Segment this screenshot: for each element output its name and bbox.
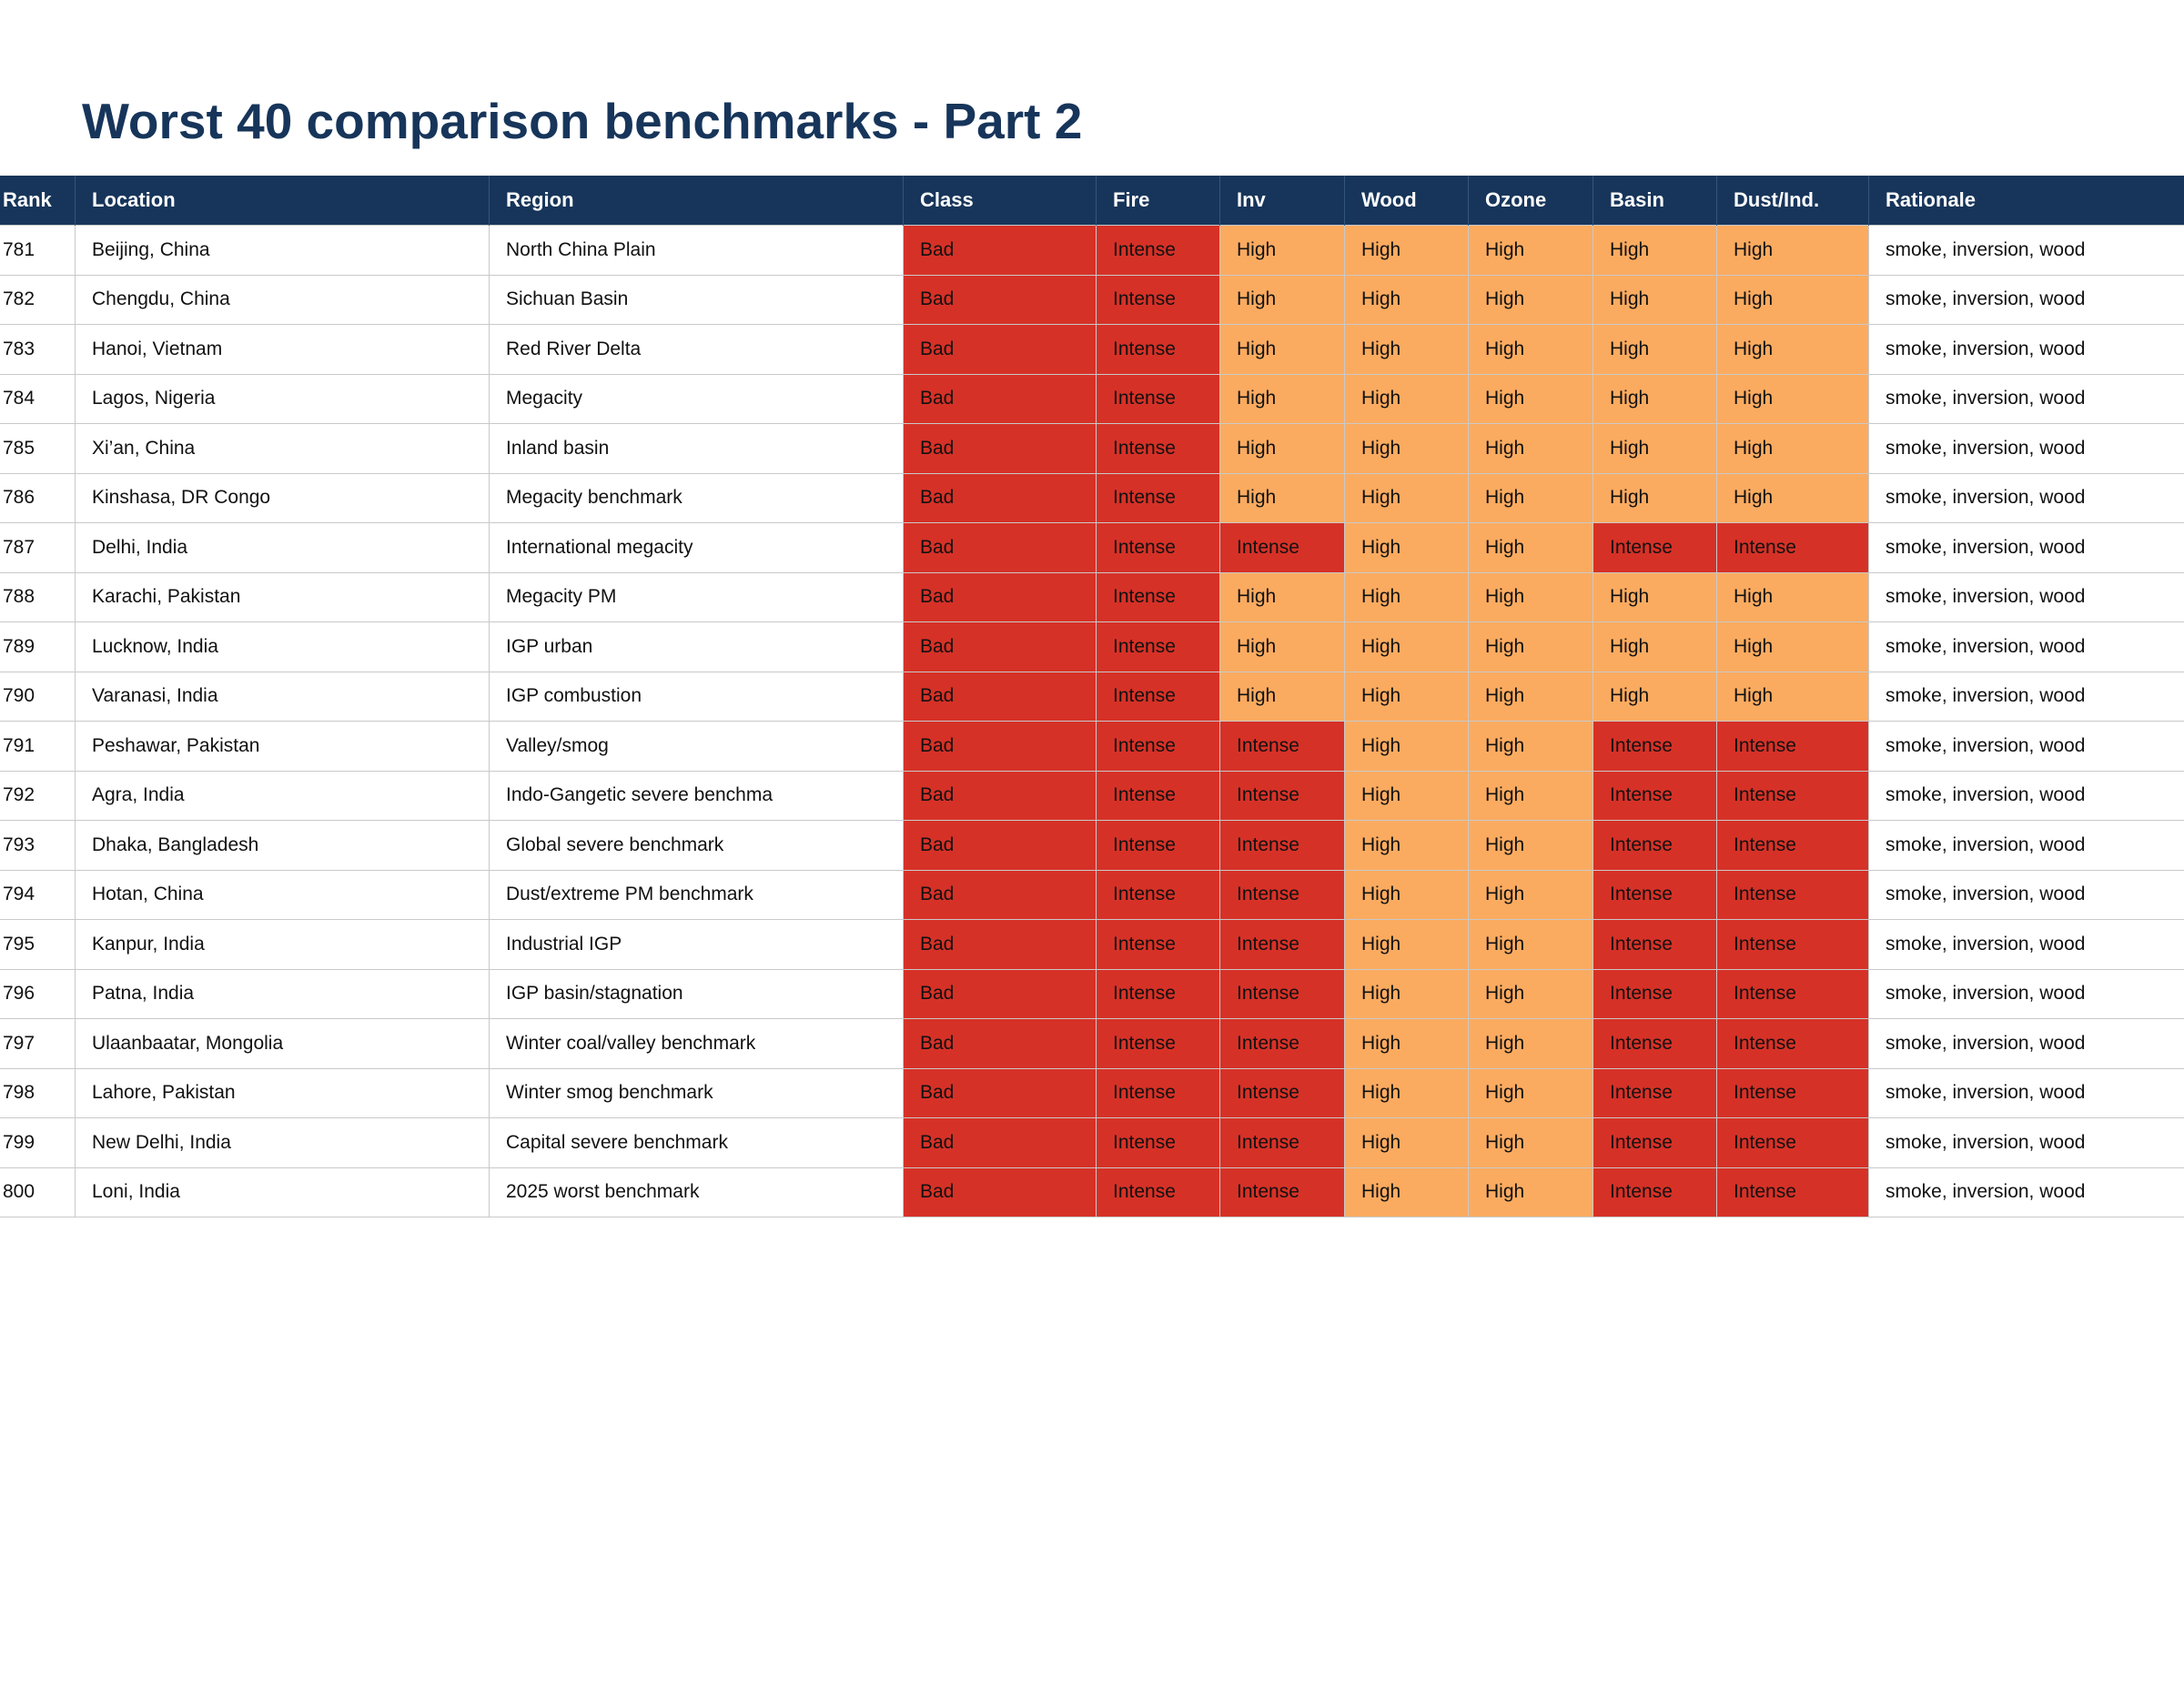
cell-basin: Intense (1593, 771, 1717, 821)
cell-inv: High (1220, 622, 1345, 672)
cell-location: Delhi, India (76, 523, 490, 573)
cell-dust-ind: Intense (1717, 1118, 1869, 1168)
cell-class: Bad (904, 722, 1097, 772)
table-row (0, 622, 2184, 672)
benchmark-table (0, 176, 2184, 1217)
cell-dust-ind: High (1717, 374, 1869, 424)
cell-rank: 785 (0, 424, 76, 474)
cell-class: Bad (904, 771, 1097, 821)
cell-basin: High (1593, 424, 1717, 474)
cell-wood: High (1345, 771, 1469, 821)
table-row (0, 1118, 2184, 1168)
column-header-rank: Rank (0, 176, 76, 226)
cell-rank: 787 (0, 523, 76, 573)
cell-wood: High (1345, 870, 1469, 920)
cell-ozone: High (1469, 374, 1593, 424)
cell-region: Winter coal/valley benchmark (490, 1019, 904, 1069)
cell-basin: High (1593, 325, 1717, 375)
cell-rationale: smoke, inversion, wood (1869, 523, 2184, 573)
cell-location: Hanoi, Vietnam (76, 325, 490, 375)
cell-rationale: smoke, inversion, wood (1869, 1118, 2184, 1168)
cell-inv: Intense (1220, 1167, 1345, 1217)
table-row (0, 771, 2184, 821)
cell-ozone: High (1469, 920, 1593, 970)
cell-inv: Intense (1220, 1068, 1345, 1118)
cell-ozone: High (1469, 771, 1593, 821)
cell-class: Bad (904, 920, 1097, 970)
cell-inv: Intense (1220, 920, 1345, 970)
cell-dust-ind: Intense (1717, 523, 1869, 573)
column-header-ozone: Ozone (1469, 176, 1593, 226)
cell-wood: High (1345, 424, 1469, 474)
table-body (0, 226, 2184, 1217)
cell-wood: High (1345, 821, 1469, 871)
cell-dust-ind: Intense (1717, 1068, 1869, 1118)
cell-inv: High (1220, 473, 1345, 523)
cell-fire: Intense (1097, 424, 1220, 474)
cell-inv: Intense (1220, 821, 1345, 871)
cell-fire: Intense (1097, 920, 1220, 970)
cell-class: Bad (904, 672, 1097, 722)
cell-region: North China Plain (490, 226, 904, 276)
cell-basin: Intense (1593, 870, 1717, 920)
cell-inv: High (1220, 572, 1345, 622)
column-header-location: Location (76, 176, 490, 226)
cell-inv: High (1220, 325, 1345, 375)
cell-wood: High (1345, 920, 1469, 970)
cell-rationale: smoke, inversion, wood (1869, 870, 2184, 920)
cell-wood: High (1345, 275, 1469, 325)
cell-fire: Intense (1097, 969, 1220, 1019)
table-row (0, 275, 2184, 325)
cell-ozone: High (1469, 1167, 1593, 1217)
cell-ozone: High (1469, 473, 1593, 523)
table-row (0, 672, 2184, 722)
cell-location: Lagos, Nigeria (76, 374, 490, 424)
cell-ozone: High (1469, 969, 1593, 1019)
table-row (0, 572, 2184, 622)
cell-fire: Intense (1097, 1118, 1220, 1168)
cell-rationale: smoke, inversion, wood (1869, 226, 2184, 276)
cell-region: Red River Delta (490, 325, 904, 375)
cell-region: Winter smog benchmark (490, 1068, 904, 1118)
cell-wood: High (1345, 969, 1469, 1019)
cell-class: Bad (904, 1167, 1097, 1217)
cell-wood: High (1345, 572, 1469, 622)
cell-location: Xi’an, China (76, 424, 490, 474)
cell-basin: Intense (1593, 722, 1717, 772)
cell-basin: High (1593, 672, 1717, 722)
cell-location: Karachi, Pakistan (76, 572, 490, 622)
cell-class: Bad (904, 870, 1097, 920)
cell-region: Megacity (490, 374, 904, 424)
cell-rank: 797 (0, 1019, 76, 1069)
cell-rationale: smoke, inversion, wood (1869, 821, 2184, 871)
cell-basin: Intense (1593, 969, 1717, 1019)
cell-rank: 783 (0, 325, 76, 375)
cell-fire: Intense (1097, 226, 1220, 276)
cell-region: 2025 worst benchmark (490, 1167, 904, 1217)
cell-rank: 795 (0, 920, 76, 970)
cell-dust-ind: High (1717, 622, 1869, 672)
cell-location: Loni, India (76, 1167, 490, 1217)
cell-wood: High (1345, 672, 1469, 722)
cell-ozone: High (1469, 325, 1593, 375)
cell-wood: High (1345, 473, 1469, 523)
page-title: Worst 40 comparison benchmarks - Part 2 (82, 93, 1083, 149)
cell-rank: 791 (0, 722, 76, 772)
cell-inv: Intense (1220, 870, 1345, 920)
cell-location: Ulaanbaatar, Mongolia (76, 1019, 490, 1069)
cell-fire: Intense (1097, 771, 1220, 821)
cell-location: New Delhi, India (76, 1118, 490, 1168)
cell-dust-ind: Intense (1717, 771, 1869, 821)
table-header (0, 176, 2184, 226)
table-row (0, 226, 2184, 276)
cell-basin: Intense (1593, 1019, 1717, 1069)
cell-fire: Intense (1097, 275, 1220, 325)
cell-dust-ind: Intense (1717, 821, 1869, 871)
cell-fire: Intense (1097, 523, 1220, 573)
cell-dust-ind: Intense (1717, 1167, 1869, 1217)
table-row (0, 920, 2184, 970)
table-row (0, 1167, 2184, 1217)
table-row (0, 325, 2184, 375)
column-header-dust-ind: Dust/Ind. (1717, 176, 1869, 226)
cell-fire: Intense (1097, 1068, 1220, 1118)
cell-wood: High (1345, 722, 1469, 772)
cell-rationale: smoke, inversion, wood (1869, 622, 2184, 672)
cell-basin: Intense (1593, 523, 1717, 573)
cell-class: Bad (904, 1019, 1097, 1069)
cell-inv: Intense (1220, 1118, 1345, 1168)
cell-class: Bad (904, 1068, 1097, 1118)
cell-location: Kanpur, India (76, 920, 490, 970)
cell-ozone: High (1469, 572, 1593, 622)
cell-wood: High (1345, 1118, 1469, 1168)
cell-dust-ind: Intense (1717, 870, 1869, 920)
cell-inv: Intense (1220, 969, 1345, 1019)
cell-basin: High (1593, 473, 1717, 523)
cell-inv: High (1220, 374, 1345, 424)
cell-rationale: smoke, inversion, wood (1869, 275, 2184, 325)
cell-rationale: smoke, inversion, wood (1869, 722, 2184, 772)
cell-rank: 786 (0, 473, 76, 523)
cell-ozone: High (1469, 1019, 1593, 1069)
cell-region: Industrial IGP (490, 920, 904, 970)
cell-inv: Intense (1220, 1019, 1345, 1069)
cell-dust-ind: High (1717, 424, 1869, 474)
table-row (0, 424, 2184, 474)
cell-ozone: High (1469, 1118, 1593, 1168)
column-header-fire: Fire (1097, 176, 1220, 226)
cell-rank: 792 (0, 771, 76, 821)
cell-region: IGP combustion (490, 672, 904, 722)
cell-wood: High (1345, 226, 1469, 276)
cell-class: Bad (904, 226, 1097, 276)
cell-ozone: High (1469, 722, 1593, 772)
cell-ozone: High (1469, 523, 1593, 573)
cell-dust-ind: High (1717, 572, 1869, 622)
cell-rationale: smoke, inversion, wood (1869, 424, 2184, 474)
cell-dust-ind: High (1717, 275, 1869, 325)
table-row (0, 473, 2184, 523)
cell-basin: High (1593, 572, 1717, 622)
cell-rank: 793 (0, 821, 76, 871)
cell-fire: Intense (1097, 672, 1220, 722)
cell-rationale: smoke, inversion, wood (1869, 374, 2184, 424)
cell-ozone: High (1469, 275, 1593, 325)
cell-basin: High (1593, 622, 1717, 672)
cell-ozone: High (1469, 870, 1593, 920)
cell-rationale: smoke, inversion, wood (1869, 1068, 2184, 1118)
cell-inv: High (1220, 275, 1345, 325)
cell-rationale: smoke, inversion, wood (1869, 969, 2184, 1019)
cell-rank: 799 (0, 1118, 76, 1168)
cell-dust-ind: High (1717, 473, 1869, 523)
cell-rank: 794 (0, 870, 76, 920)
cell-inv: Intense (1220, 722, 1345, 772)
cell-wood: High (1345, 1167, 1469, 1217)
cell-basin: High (1593, 374, 1717, 424)
table-row (0, 969, 2184, 1019)
cell-wood: High (1345, 1019, 1469, 1069)
cell-region: Sichuan Basin (490, 275, 904, 325)
column-header-wood: Wood (1345, 176, 1469, 226)
cell-rationale: smoke, inversion, wood (1869, 672, 2184, 722)
cell-rationale: smoke, inversion, wood (1869, 771, 2184, 821)
cell-inv: Intense (1220, 771, 1345, 821)
cell-class: Bad (904, 622, 1097, 672)
cell-class: Bad (904, 275, 1097, 325)
cell-basin: Intense (1593, 1118, 1717, 1168)
cell-region: IGP urban (490, 622, 904, 672)
cell-rank: 784 (0, 374, 76, 424)
cell-class: Bad (904, 572, 1097, 622)
cell-ozone: High (1469, 672, 1593, 722)
cell-fire: Intense (1097, 1167, 1220, 1217)
cell-ozone: High (1469, 226, 1593, 276)
cell-rationale: smoke, inversion, wood (1869, 1019, 2184, 1069)
cell-region: Capital severe benchmark (490, 1118, 904, 1168)
cell-rationale: smoke, inversion, wood (1869, 572, 2184, 622)
cell-class: Bad (904, 325, 1097, 375)
cell-class: Bad (904, 424, 1097, 474)
cell-location: Varanasi, India (76, 672, 490, 722)
cell-dust-ind: High (1717, 672, 1869, 722)
cell-dust-ind: Intense (1717, 1019, 1869, 1069)
cell-region: Global severe benchmark (490, 821, 904, 871)
cell-dust-ind: Intense (1717, 722, 1869, 772)
cell-class: Bad (904, 1118, 1097, 1168)
cell-wood: High (1345, 622, 1469, 672)
cell-class: Bad (904, 374, 1097, 424)
header-row (0, 176, 2184, 226)
cell-class: Bad (904, 821, 1097, 871)
cell-basin: Intense (1593, 920, 1717, 970)
cell-dust-ind: Intense (1717, 920, 1869, 970)
table-row (0, 1068, 2184, 1118)
cell-ozone: High (1469, 1068, 1593, 1118)
cell-location: Agra, India (76, 771, 490, 821)
cell-fire: Intense (1097, 722, 1220, 772)
cell-rationale: smoke, inversion, wood (1869, 473, 2184, 523)
cell-region: Megacity benchmark (490, 473, 904, 523)
cell-region: International megacity (490, 523, 904, 573)
cell-fire: Intense (1097, 1019, 1220, 1069)
table-row (0, 1019, 2184, 1069)
cell-rank: 782 (0, 275, 76, 325)
cell-rationale: smoke, inversion, wood (1869, 920, 2184, 970)
cell-region: Valley/smog (490, 722, 904, 772)
cell-rank: 790 (0, 672, 76, 722)
cell-wood: High (1345, 325, 1469, 375)
cell-fire: Intense (1097, 572, 1220, 622)
cell-rationale: smoke, inversion, wood (1869, 1167, 2184, 1217)
cell-region: Inland basin (490, 424, 904, 474)
column-header-rationale: Rationale (1869, 176, 2184, 226)
cell-inv: High (1220, 424, 1345, 474)
cell-location: Dhaka, Bangladesh (76, 821, 490, 871)
cell-rank: 800 (0, 1167, 76, 1217)
cell-rank: 789 (0, 622, 76, 672)
cell-location: Kinshasa, DR Congo (76, 473, 490, 523)
cell-inv: High (1220, 672, 1345, 722)
cell-wood: High (1345, 1068, 1469, 1118)
cell-fire: Intense (1097, 473, 1220, 523)
cell-rank: 788 (0, 572, 76, 622)
cell-location: Lucknow, India (76, 622, 490, 672)
column-header-basin: Basin (1593, 176, 1717, 226)
cell-basin: High (1593, 226, 1717, 276)
column-header-region: Region (490, 176, 904, 226)
cell-region: IGP basin/stagnation (490, 969, 904, 1019)
cell-dust-ind: High (1717, 226, 1869, 276)
cell-basin: Intense (1593, 1068, 1717, 1118)
table-row (0, 821, 2184, 871)
cell-fire: Intense (1097, 622, 1220, 672)
table-row (0, 523, 2184, 573)
cell-fire: Intense (1097, 870, 1220, 920)
cell-region: Megacity PM (490, 572, 904, 622)
cell-location: Chengdu, China (76, 275, 490, 325)
table-row (0, 374, 2184, 424)
cell-fire: Intense (1097, 374, 1220, 424)
cell-basin: High (1593, 275, 1717, 325)
cell-wood: High (1345, 523, 1469, 573)
cell-region: Indo-Gangetic severe benchma (490, 771, 904, 821)
cell-location: Hotan, China (76, 870, 490, 920)
cell-ozone: High (1469, 424, 1593, 474)
column-header-class: Class (904, 176, 1097, 226)
table-row (0, 722, 2184, 772)
cell-rationale: smoke, inversion, wood (1869, 325, 2184, 375)
table-row (0, 870, 2184, 920)
cell-dust-ind: High (1717, 325, 1869, 375)
cell-ozone: High (1469, 622, 1593, 672)
cell-region: Dust/extreme PM benchmark (490, 870, 904, 920)
cell-ozone: High (1469, 821, 1593, 871)
cell-class: Bad (904, 969, 1097, 1019)
cell-location: Lahore, Pakistan (76, 1068, 490, 1118)
cell-inv: Intense (1220, 523, 1345, 573)
cell-location: Peshawar, Pakistan (76, 722, 490, 772)
cell-rank: 781 (0, 226, 76, 276)
cell-wood: High (1345, 374, 1469, 424)
cell-basin: Intense (1593, 821, 1717, 871)
cell-class: Bad (904, 473, 1097, 523)
cell-class: Bad (904, 523, 1097, 573)
cell-basin: Intense (1593, 1167, 1717, 1217)
column-header-inv: Inv (1220, 176, 1345, 226)
cell-location: Patna, India (76, 969, 490, 1019)
cell-fire: Intense (1097, 325, 1220, 375)
cell-dust-ind: Intense (1717, 969, 1869, 1019)
cell-fire: Intense (1097, 821, 1220, 871)
cell-rank: 796 (0, 969, 76, 1019)
cell-rank: 798 (0, 1068, 76, 1118)
cell-inv: High (1220, 226, 1345, 276)
cell-location: Beijing, China (76, 226, 490, 276)
